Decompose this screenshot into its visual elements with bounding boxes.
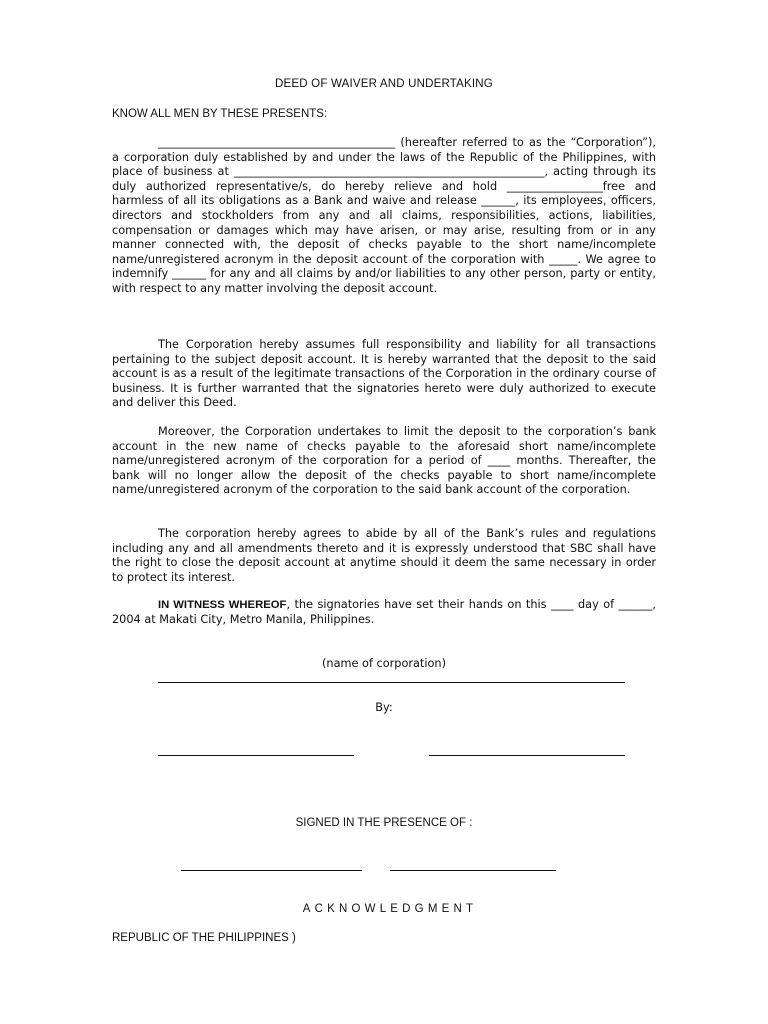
witness-line-right (390, 870, 556, 871)
document-title: DEED OF WAIVER AND UNDERTAKING (275, 78, 493, 90)
signatory-line-left (158, 755, 354, 756)
corporation-signature-line (158, 682, 625, 683)
paragraph-undertaking (112, 425, 656, 498)
witness-clause: , the signatories have set their hands on this ____ day of ______, 2004 at Makati City, Metro Manila, Philippines. (112, 598, 656, 626)
paragraph-waiver-text: __________________________________________ (hereafter referred to as the “Corporation”), a corporation duly established by and under the laws of the Republic of the Philippines, with place of business at _______________________________________________________, acting through its duly authorized representative/s, do hereby relieve and hold _________________free and harmless of all its obligations as a Bank and waive and release ______, its employees, officers, directors and stockholders from any and all claims, responsibilities, actions, liabilities, compensation or damages which may have arisen, or may arise, resulting from or in any manner connected with, the deposit of checks payable to the short name/incomplete name/unregistered acronym in the deposit account of the corporation with _____. We agree to indemnify ______ for any and all claims by and/or liabilities to any other person, party or entity, with respect to any matter involving the deposit account. (112, 136, 656, 295)
corporation-name-label: (name of corporation) (322, 657, 446, 670)
witness-whereof-heading: IN WITNESS WHEREOF (158, 599, 287, 611)
paragraph-witness (112, 598, 656, 627)
signatory-line-right (429, 755, 625, 756)
republic-heading: REPUBLIC OF THE PHILIPPINES ) (112, 932, 296, 944)
witness-line-left (181, 870, 362, 871)
acknowledgment-heading: ACKNOWLEDGMENT (302, 903, 478, 915)
paragraph-responsibility-text: The Corporation hereby assumes full responsibility and liability for all transactions pertaining to the subject deposit account. It is hereby warranted that the deposit to the said account is as a result of the legitimate transactions of the Corporation in the ordinary course of business. It is further warranted that the signatories hereto were duly authorized to execute and deliver this Deed. (112, 338, 656, 410)
paragraph-witness-text (112, 598, 656, 627)
paragraph-waiver (112, 136, 656, 297)
opening-line: KNOW ALL MEN BY THESE PRESENTS: (112, 108, 328, 120)
paragraph-undertaking-text: Moreover, the Corporation undertakes to limit the deposit to the corporation’s bank account in the new name of checks payable to the aforesaid short name/incomplete name/unregistered acronym of the corporation for a period of ____ months. Thereafter, the bank will no longer allow the deposit of the checks payable to short name/incomplete name/unregistered acronym of the corporation to the said bank account of the corporation. (112, 425, 656, 497)
paragraph-responsibility (112, 338, 656, 411)
signed-in-presence-heading: SIGNED IN THE PRESENCE OF : (295, 817, 473, 829)
paragraph-rules (112, 527, 656, 585)
paragraph-rules-text: The corporation hereby agrees to abide by all of the Bank’s rules and regulations including any and all amendments thereto and it is expressly understood that SBC shall have the right to close the deposit account at anytime should it deem the same necessary in order to protect its interest. (112, 527, 656, 584)
by-label: By: (375, 701, 393, 714)
